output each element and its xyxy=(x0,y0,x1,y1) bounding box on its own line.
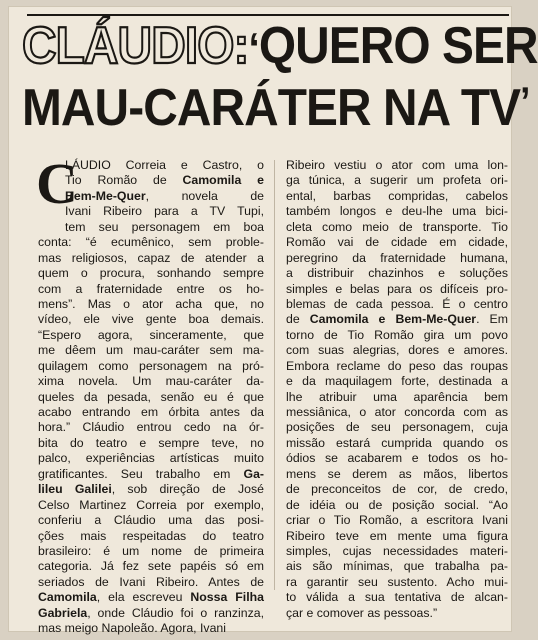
left-column-line xyxy=(38,420,264,435)
text-run: tem seu personagem em boa xyxy=(65,219,264,234)
right-column-line xyxy=(286,482,508,497)
left-column-line xyxy=(38,467,264,482)
text-run: categoria. Já fez sete papéis só em xyxy=(38,559,264,574)
text-run: , onde Cláudio foi o ranzinza, xyxy=(87,605,264,620)
text-run: xima novela. Um mau-caráter da- xyxy=(38,374,264,389)
right-column-line xyxy=(286,513,508,528)
text-run: . Em xyxy=(476,312,508,327)
bold-title: Ga- xyxy=(243,466,264,481)
left-column-line xyxy=(38,451,264,466)
right-column-line xyxy=(286,328,508,343)
text-run: com suas alegrias, dores e amores. xyxy=(286,343,508,358)
right-column-line xyxy=(286,498,508,513)
text-run: mas meigo Napoleão. Agora, Ivani xyxy=(38,621,226,636)
text-run: blemas de cada pessoa. É o centro xyxy=(286,296,508,311)
right-column-line xyxy=(286,312,508,327)
headline-line-1 xyxy=(22,18,538,77)
text-run: Romão vai de cidade em cidade, xyxy=(286,235,508,250)
bold-title: Camomila e Bem-Me-Quer xyxy=(309,312,477,327)
text-run: LÁUDIO Correia e Castro, o xyxy=(65,158,264,172)
right-column-line xyxy=(286,559,508,574)
article-column-right xyxy=(286,158,508,621)
text-run: simples e belas para os difíceis pro- xyxy=(286,281,508,296)
text-run: Celso Martinez Correia por exemplo, xyxy=(38,497,264,512)
text-run: com a fraternidade entre os ho- xyxy=(38,281,264,296)
text-run: torno de Tio Romão gira um povo xyxy=(286,327,508,342)
right-column-line xyxy=(286,590,508,605)
headline-quote-close: ’ xyxy=(520,80,530,124)
text-run: bita do teatro e sempre teve, no xyxy=(38,435,264,450)
right-column-line xyxy=(286,189,508,204)
text-run: çar e comover as pessoas.” xyxy=(286,605,438,620)
text-run: posições de seu personagem, cuja xyxy=(286,420,508,435)
right-column-line xyxy=(286,420,508,435)
right-column-line xyxy=(286,606,508,621)
right-column-line xyxy=(286,158,508,173)
left-column-line xyxy=(38,282,264,297)
right-column-line xyxy=(286,451,508,466)
text-run: , novela de xyxy=(145,188,264,203)
right-column-line xyxy=(286,204,508,219)
left-column-line xyxy=(38,559,264,574)
headline-quote-part-1: QUERO SER xyxy=(258,17,538,75)
text-run: me dêem um mau-caráter sem ma- xyxy=(38,343,264,358)
text-run: peregrino da fraternidade humana, xyxy=(286,250,508,265)
left-column-line xyxy=(38,621,264,636)
left-column-line xyxy=(38,235,264,250)
column-divider xyxy=(274,160,275,590)
right-column-line xyxy=(286,235,508,250)
text-run: palco, experiências artísticas muito xyxy=(38,451,264,466)
right-column-line xyxy=(286,220,508,235)
text-run: Ivani Ribeiro para a TV Tupi, xyxy=(65,204,264,219)
left-column-line xyxy=(38,390,264,405)
text-run: também longos e deu-lhe uma bici- xyxy=(286,204,508,219)
left-column-line xyxy=(38,575,264,590)
text-run: simples, cujas necessidades materi- xyxy=(286,543,508,558)
left-column-line xyxy=(38,266,264,281)
text-run: Ribeiro teve em mente uma figura xyxy=(286,528,508,543)
text-run: Ribeiro vestiu o ator com uma lon- xyxy=(286,158,508,172)
text-run: mens”. Mas o ator acha que, no xyxy=(38,296,264,311)
left-column-line xyxy=(38,343,264,358)
text-run: Embora reclame do peso das roupas xyxy=(286,358,508,373)
text-run: missão estará cumprida quando os xyxy=(286,435,508,450)
text-run: criar o Tio Romão, a escritora Ivani xyxy=(286,513,508,528)
left-column-line xyxy=(38,328,264,343)
left-column-line xyxy=(38,513,264,528)
bold-title: Gabriela xyxy=(38,605,88,620)
left-column-line xyxy=(38,220,264,235)
right-column-line xyxy=(286,467,508,482)
headline-line-2 xyxy=(22,80,529,140)
text-run: conferiu a Cláudio uma das posi- xyxy=(38,513,264,528)
right-column-line xyxy=(286,390,508,405)
right-column-line xyxy=(286,575,508,590)
left-column-line xyxy=(38,436,264,451)
left-column-line xyxy=(38,158,264,173)
left-column-line xyxy=(38,297,264,312)
bold-title: Camomila e xyxy=(182,173,264,188)
headline-quote-part-2: MAU-CARÁTER NA TV xyxy=(22,79,521,137)
text-run: brasileiro: é um nome de primeira xyxy=(38,543,264,558)
text-run: ental, barbas compridas, cabelos xyxy=(286,188,508,203)
headline-quote-open: ‘ xyxy=(248,24,259,73)
bold-title: Nossa Filha xyxy=(190,590,264,605)
text-run: de idéia ou de posição social. “Ao xyxy=(286,497,508,512)
text-run: Tio Romão de xyxy=(65,173,183,188)
right-column-line xyxy=(286,436,508,451)
bold-title: Bem-Me-Quer xyxy=(65,188,146,203)
left-column-line xyxy=(38,498,264,513)
text-run: ga túnica, a sugerir um profeta ori- xyxy=(286,173,508,188)
right-column-line xyxy=(286,343,508,358)
text-run: , ela escreveu xyxy=(96,590,191,605)
text-run: conta: “é ecumênico, sem proble- xyxy=(38,235,264,250)
right-column-line xyxy=(286,529,508,544)
text-run: ódios se acabarem e todos os ho- xyxy=(286,451,508,466)
headline xyxy=(22,17,538,148)
text-run: de preconceitos de cor, de credo, xyxy=(286,482,508,497)
left-column-line xyxy=(38,405,264,420)
text-run: vídeo, ele vive gente boa demais. xyxy=(38,312,264,327)
article-column-left xyxy=(36,151,264,637)
text-run: seriados de Ivani Ribeiro. Antes de xyxy=(38,574,264,589)
left-column-line xyxy=(38,544,264,559)
bold-title: Camomila xyxy=(38,590,97,605)
left-column-line xyxy=(38,251,264,266)
text-run: cleta como meio de transporte. Tio xyxy=(286,219,508,234)
text-run: e da maquilagem forte, destinada a xyxy=(286,374,508,389)
right-column-line xyxy=(286,173,508,188)
headline-name: CLÁUDIO: xyxy=(22,17,249,75)
text-run: ais são mínimas, que trabalha pa- xyxy=(286,559,508,574)
text-run: acabo entrando em órbita antes da xyxy=(38,405,264,419)
right-column-line xyxy=(286,297,508,312)
left-column-line xyxy=(38,529,264,544)
text-run: quem o procura, sonhando sempre xyxy=(38,266,264,281)
text-run: quilagem como personagem na pró- xyxy=(38,358,264,373)
right-column-line xyxy=(286,374,508,389)
text-run: a distribuir chazinhos e soluções xyxy=(286,266,508,281)
right-column-line xyxy=(286,282,508,297)
left-column-line xyxy=(38,173,264,188)
right-column-line xyxy=(286,405,508,420)
text-run: lhe atribuir uma aparência bem xyxy=(286,389,508,404)
right-column-line xyxy=(286,251,508,266)
text-run: de xyxy=(286,312,310,327)
left-column-line xyxy=(38,374,264,389)
left-column-line xyxy=(38,359,264,374)
text-run: mas religiosos, capaz de atender a xyxy=(38,250,264,265)
text-run: to válida a sua tentativa de alcan- xyxy=(286,590,508,605)
right-column-line xyxy=(286,266,508,281)
text-run: ções mais respeitadas do teatro xyxy=(38,528,264,543)
left-column-line xyxy=(38,189,264,204)
left-column-line xyxy=(38,482,264,497)
left-column-line xyxy=(38,606,264,621)
text-run: ra garantir seu sustento. Acho mui- xyxy=(286,574,508,589)
text-run: queles da pesada, senão eu é que xyxy=(38,389,264,404)
drop-cap: C xyxy=(36,151,78,216)
right-column-line xyxy=(286,544,508,559)
left-column-line xyxy=(38,590,264,605)
text-run: “Espero agora, sinceramente, que xyxy=(38,327,264,342)
left-column-line xyxy=(38,312,264,327)
bold-title: lileu Galilei xyxy=(38,482,112,497)
text-run: messiânica, o ator concorda com as xyxy=(286,405,508,419)
text-run: gratificantes. Seu trabalho em xyxy=(38,466,244,481)
right-column-line xyxy=(286,359,508,374)
text-run: mens se derem as mãos, libertos xyxy=(286,466,508,481)
text-run: hora.” Cláudio entrou cedo na ór- xyxy=(38,420,264,435)
text-run: , sob direção de José xyxy=(111,482,264,497)
left-column-line xyxy=(38,204,264,219)
